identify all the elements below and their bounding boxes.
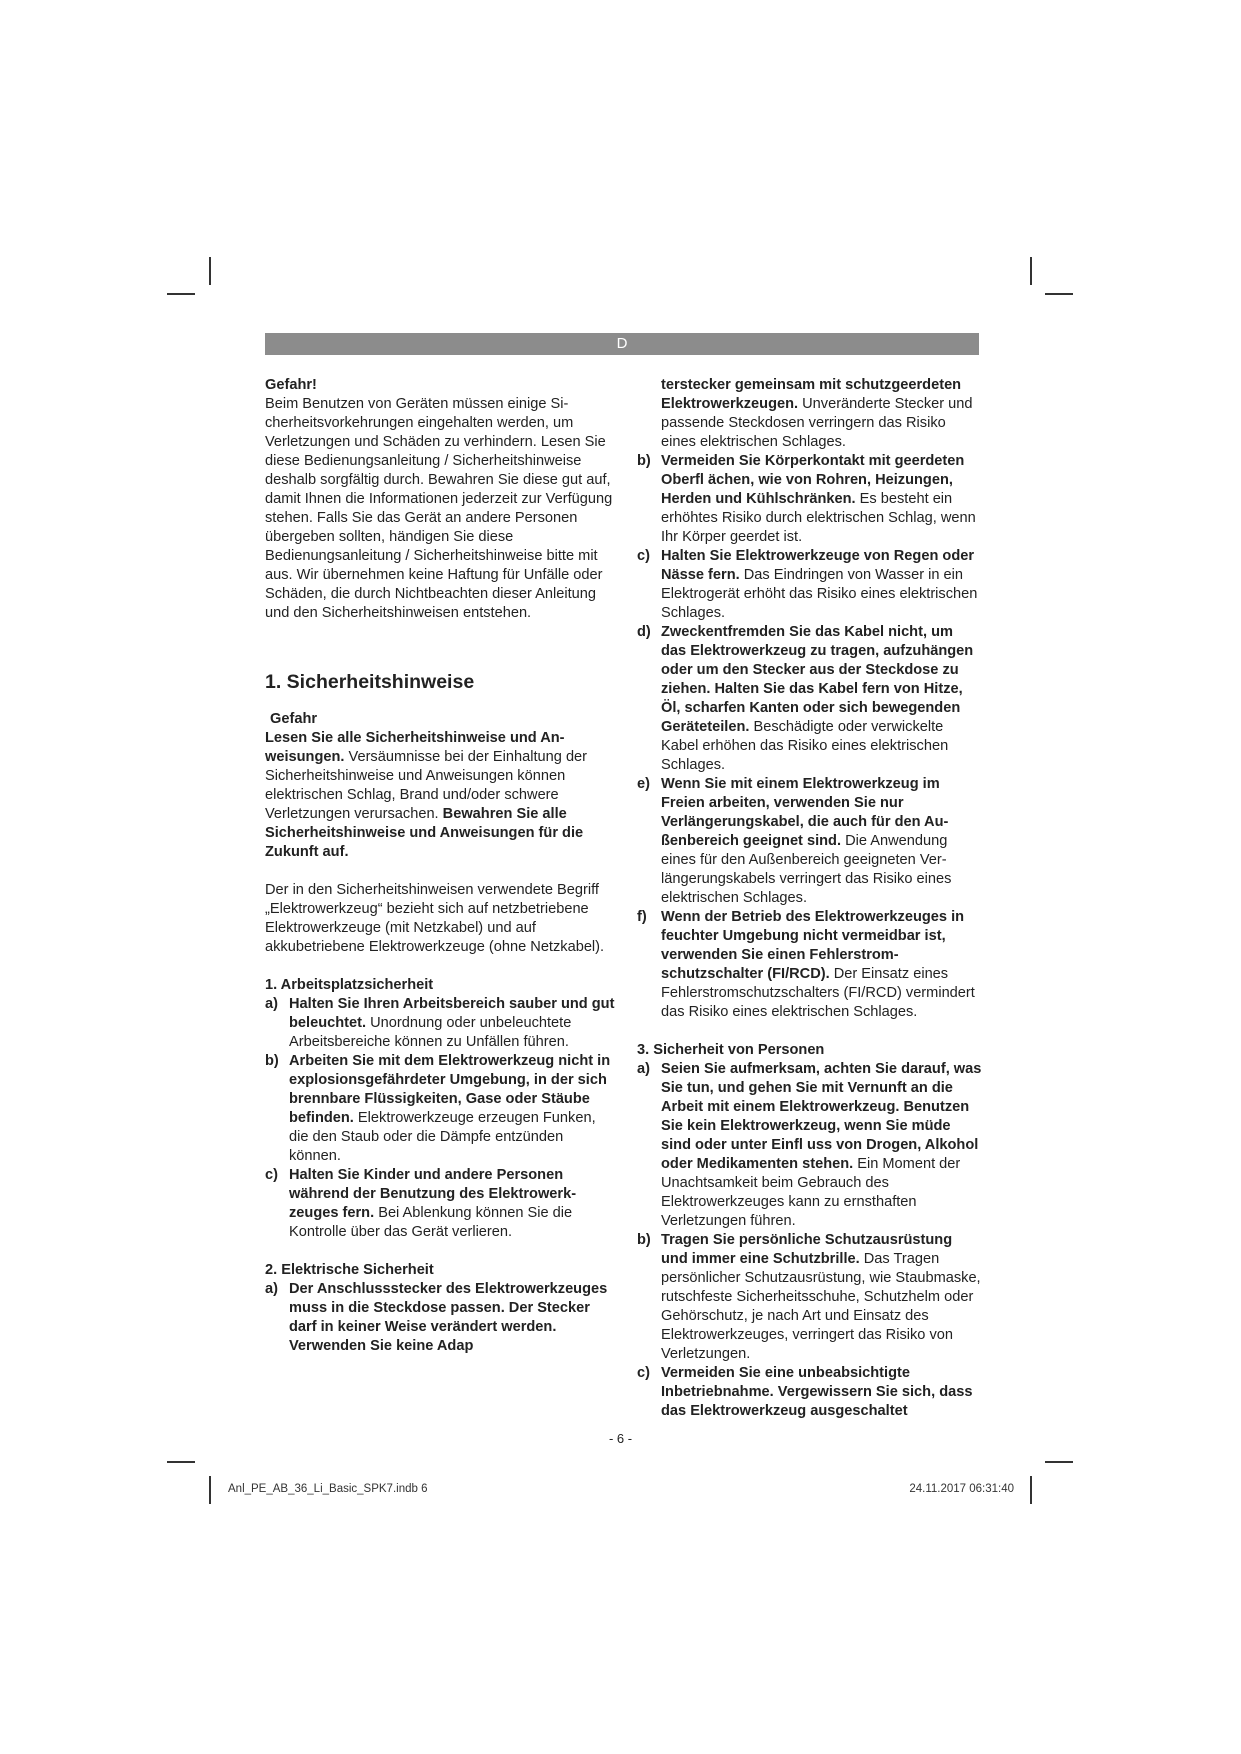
footer-datetime: 24.11.2017 06:31:40 — [909, 1483, 1014, 1495]
electrical-title: 2. Elektrische Sicherheit — [265, 1262, 434, 1278]
crop-mark — [1030, 1476, 1032, 1504]
list-item: b) Arbeiten Sie mit dem Elektrowerkzeug nicht in explosionsgefährdeter Umgebung, in der sich brennbare Flüssigkeiten, Gase oder Stäube befinden. Elektrowerkzeuge erzeugen Funken, die den Staub oder die Dämpfe entzünden können. — [265, 1053, 611, 1164]
crop-mark — [1045, 293, 1073, 295]
list-item: d) Zweckentfremden Sie das Kabel nicht, um das Elektrowerkzeug zu tragen, aufzuhängen oder um den Stecker aus der Steckdose zu ziehen. Halten Sie das Kabel fern von Hitze, Öl, scharfen Kanten oder sich bewegenden Geräteteilen. Beschädigte oder verwickelte Kabel erhöhen das Risiko eines elektrischen Schlages. — [637, 624, 974, 773]
crop-mark — [209, 1476, 211, 1504]
persons-title: 3. Sicherheit von Personen — [637, 1042, 825, 1058]
list-item: b) Vermeiden Sie Körperkontakt mit geerdeten Oberfl ächen, wie von Rohren, Heizungen, Herden und Kühlschränken. Es besteht ein erhöhtes Risiko durch elektrischen Schlag, wenn Ihr Körper geerdet ist. — [637, 453, 976, 545]
list-item: c) Halten Sie Elektrowerkzeuge von Regen oder Nässe fern. Das Eindringen von Wasser in ein Elektrogerät erhöht das Risiko eines elektrischen Schlages. — [637, 548, 978, 621]
list-item: f) Wenn der Betrieb des Elektrowerkzeuges in feuchter Umgebung nicht vermeidbar ist, verwenden Sie einen Fehlerstromschutzschalter (FI/RCD). Der Einsatz eines Fehlerstromschutzschalters (FI/RCD) vermindert das Risiko eines elektrischen Schlages. — [637, 909, 975, 1020]
list-item: e) Wenn Sie mit einem Elektrowerkzeug im Freien arbeiten, verwenden Sie nur Verlängerungskabel, die auch für den Außenbereich geeignet sind. Die Anwendung eines für den Außenbereich geeigneten Verlängerungskabels verringert das Risiko eines elektrischen Schlages. — [637, 776, 952, 906]
list-item-continued: terstecker gemeinsam mit schutzgeerdeten Elektrowerkzeugen. Unveränderte Stecker und passende Steckdosen verringern das Risiko eines elektrischen Schlages. — [661, 377, 973, 450]
list-item: c) Halten Sie Kinder und andere Personen während der Benutzung des Elektrowerkzeuges fern. Bei Ablenkung können Sie die Kontrolle über das Gerät verlieren. — [265, 1167, 577, 1240]
language-header-bar: D — [265, 333, 979, 355]
crop-mark — [167, 293, 195, 295]
warning-text: Beim Benutzen von Geräten müssen einige Sicherheitsvorkehrungen eingehalten werden, um Verletzungen und Schäden zu verhindern. Lesen Sie diese Bedienungsanleitung / Sicherheitshinweise deshalb sorgfältig durch. Bewahren Sie diese gut auf, damit Ihnen die Informationen jederzeit zur Verfügung stehen. Falls Sie das Gerät an andere Personen übergeben sollten, händigen Sie diese Bedienungsanleitung / Sicherheitshinweise bitte mit aus. Wir übernehmen keine Haftung für Unfälle oder Schäden, die durch Nichtbeachten dieser Anleitung und den Sicherheitshinweisen entstehen. — [265, 396, 613, 621]
intro-paragraph: Lesen Sie alle Sicherheitshinweise und Anweisungen. Versäumnisse bei der Einhaltung der Sicherheitshinweise und Anweisungen können elektrischen Schlag, Brand und/oder schwere Verletzungen verursachen. Bewahren Sie alle Sicherheitshinweise und Anweisungen für die Zukunft auf. — [265, 730, 588, 860]
crop-mark — [167, 1461, 195, 1463]
crop-mark — [1045, 1461, 1073, 1463]
left-column — [265, 376, 615, 1356]
list-item: a) Der Anschlussstecker des Elektrowerkzeuges muss in die Steckdose passen. Der Stecker darf in keiner Weise verändert werden. Verwenden Sie keine Adap — [265, 1281, 608, 1354]
list-item: a) Halten Sie Ihren Arbeitsbereich sauber und gut beleuchtet. Unordnung oder unbeleuchtete Arbeitsbereiche können zu Unfällen führen. — [265, 996, 615, 1050]
list-item: a) Seien Sie aufmerksam, achten Sie darauf, was Sie tun, und gehen Sie mit Vernunft an die Arbeit mit einem Elektrowerkzeug. Benutzen Sie kein Elektrowerkzeug, wenn Sie müde sind oder unter Einfl uss von Drogen, Alkohol oder Medikamenten stehen. Ein Moment der Unachtsamkeit beim Gebrauch des Elektrowerkzeuges kann zu ernsthaften Verletzungen führen. — [637, 1061, 982, 1229]
section-title: 1. Sicherheitshinweise — [265, 671, 475, 693]
page-number: - 6 - — [608, 1431, 633, 1446]
danger-label: Gefahr — [270, 711, 318, 727]
workplace-title: 1. Arbeitsplatzsicherheit — [265, 977, 434, 993]
footer-filename: Anl_PE_AB_36_Li_Basic_SPK7.indb 6 — [228, 1483, 428, 1495]
list-item: b) Tragen Sie persönliche Schutzausrüstung und immer eine Schutzbrille. Das Tragen persönlicher Schutzausrüstung, wie Staubmaske, rutschfeste Sicherheitsschuhe, Schutzhelm oder Gehörschutz, je nach Art und Einsatz des Elektrowerkzeuges, verringert das Risiko von Verletzungen. — [637, 1232, 981, 1362]
crop-mark — [209, 257, 211, 285]
crop-mark — [1030, 257, 1032, 285]
right-column — [637, 376, 982, 1421]
list-item: c) Vermeiden Sie eine unbeabsichtigte Inbetriebnahme. Vergewissern Sie sich, dass das Elektrowerkzeug ausgeschaltet — [637, 1365, 973, 1419]
warning-title: Gefahr! — [265, 377, 317, 393]
term-paragraph: Der in den Sicherheitshinweisen verwendete Begriff „Elektrowerkzeug“ bezieht sich auf netzbetriebene Elektrowerkzeuge (mit Netzkabel) und auf akkubetriebene Elektrowerkzeuge (ohne Netzkabel). — [265, 882, 605, 955]
